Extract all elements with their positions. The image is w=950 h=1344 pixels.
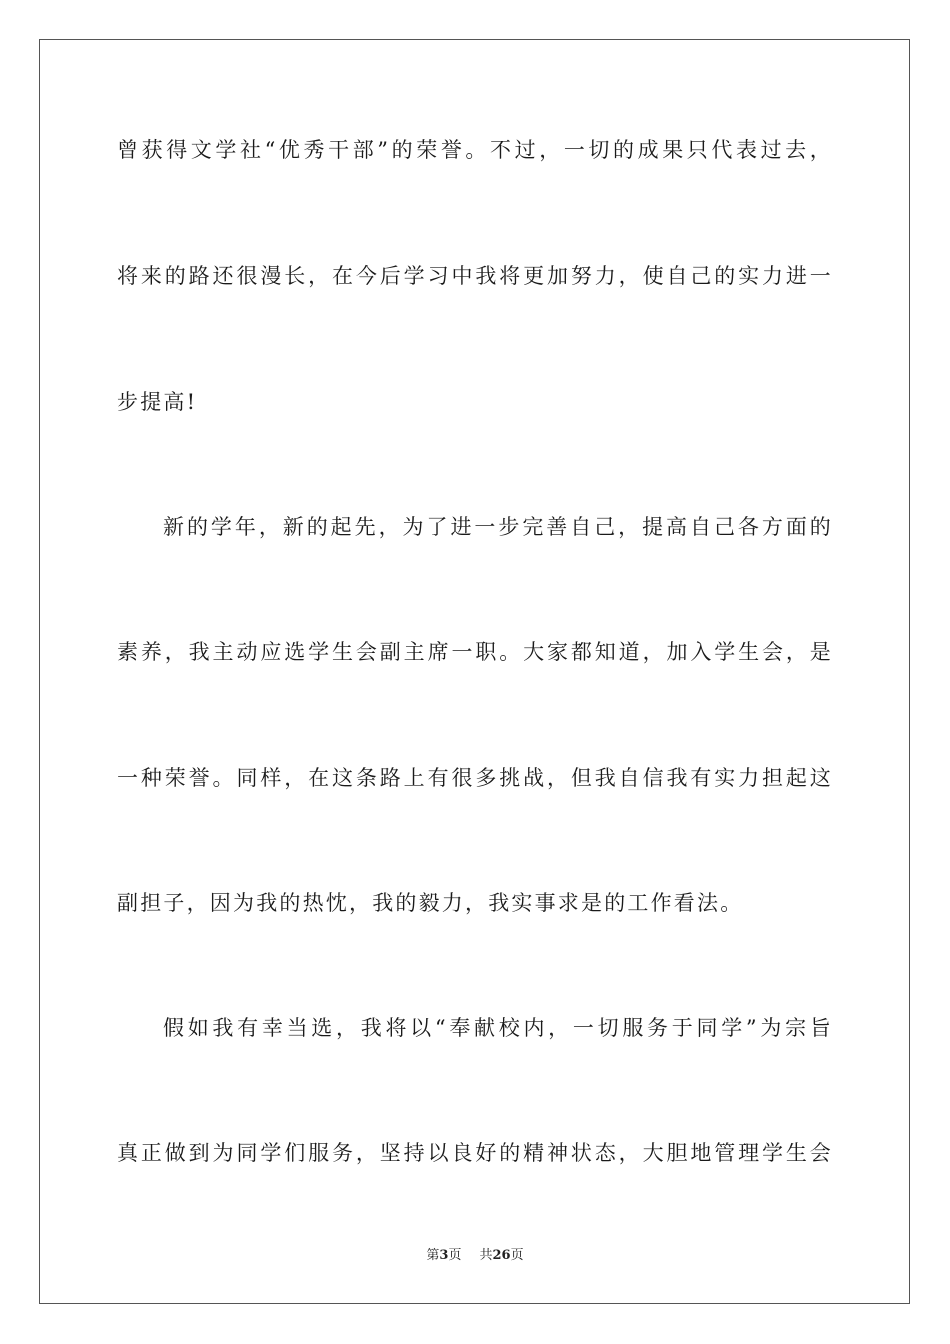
page-suffix: 页 xyxy=(448,1248,462,1263)
total-prefix: 共 xyxy=(479,1248,493,1263)
paragraph-line: 素养，我主动应选学生会副主席一职。大家都知道，加入学生会，是 xyxy=(117,640,833,664)
paragraph-line: 步提高! xyxy=(117,390,198,414)
total-suffix: 页 xyxy=(510,1248,524,1263)
page-prefix: 第 xyxy=(426,1248,440,1263)
paragraph-line: 真正做到为同学们服务，坚持以良好的精神状态，大胆地管理学生会 xyxy=(117,1141,833,1165)
page-footer xyxy=(0,1247,950,1265)
page-number: 3 xyxy=(439,1248,449,1263)
paragraph-line: 曾获得文学社“优秀干部”的荣誉。不过，一切的成果只代表过去， xyxy=(117,138,833,162)
paragraph-line: 一种荣誉。同样，在这条路上有很多挑战，但我自信我有实力担起这 xyxy=(117,766,833,790)
paragraph-line: 副担子，因为我的热忱，我的毅力，我实事求是的工作看法。 xyxy=(117,891,744,915)
page-border xyxy=(39,39,910,1304)
paragraph-line: 假如我有幸当选，我将以“奉献校内，一切服务于同学”为宗旨 xyxy=(163,1016,833,1040)
paragraph-line: 将来的路还很漫长，在今后学习中我将更加努力，使自己的实力进一 xyxy=(117,264,833,288)
total-pages: 26 xyxy=(492,1248,511,1263)
paragraph-line: 新的学年，新的起先，为了进一步完善自己，提高自己各方面的 xyxy=(163,515,833,539)
